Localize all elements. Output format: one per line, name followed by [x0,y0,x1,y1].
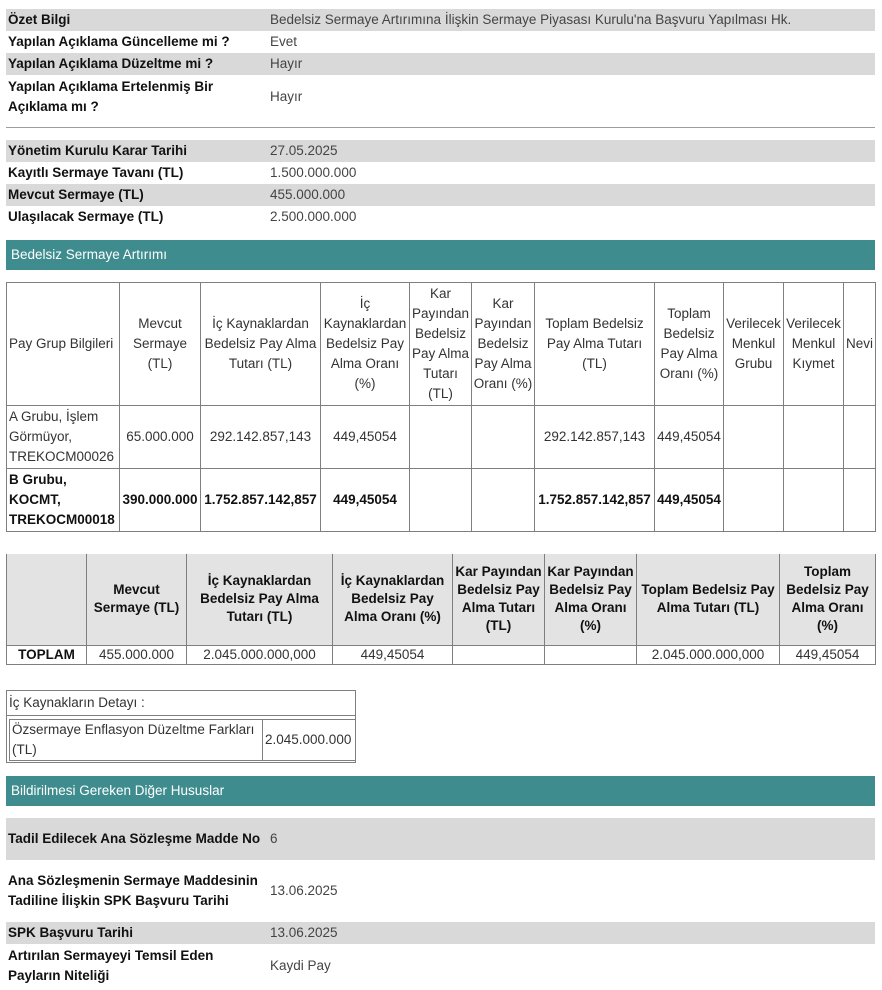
other-row [6,818,875,860]
field-label: Yönetim Kurulu Karar Tarihi [6,140,268,162]
field-label: SPK Başvuru Tarihi [6,922,268,944]
field-value: 6 [268,818,875,860]
capital-row [6,162,875,184]
table-cell [472,469,535,532]
field-label: Artırılan Sermayeyi Temsil Eden Payların Niteliği [8,947,214,983]
divider [6,127,875,128]
table-cell: 449,45054 [321,469,410,532]
field-value: Hayır [270,88,303,104]
column-header: İç Kaynaklardan Bedelsiz Pay Alma Oranı (%) [321,283,410,406]
table-cell: 1.752.857.142,857 [535,469,655,532]
column-header: Kar Payından Bedelsiz Pay Alma Tutarı (TL) [453,554,545,645]
table-cell: 449,45054 [780,645,876,664]
table-cell: 2.045.000.000,000 [187,645,333,664]
table-cell: 65.000.000 [120,406,201,469]
column-header [7,554,87,645]
table-cell: 390.000.000 [120,469,201,532]
column-header: Mevcut Sermaye (TL) [87,554,187,645]
field-label: Yapılan Açıklama Ertelenmiş Bir Açıklama mı ? [8,78,214,114]
table-cell: B Grubu, KOCMT, TREKOCM00018 [7,469,120,532]
column-header: Mevcut Sermaye (TL) [120,283,201,406]
table-cell [410,469,472,532]
table-cell [844,406,876,469]
summary-table [6,9,875,118]
column-header: İç Kaynaklardan Bedelsiz Pay Alma Tutarı (TL) [201,283,321,406]
capital-row [6,184,875,206]
capital-row [6,206,875,228]
other-row [6,922,875,944]
field-value: 1.500.000.000 [270,165,357,180]
field-label: Özet Bilgi [6,9,268,31]
section-header-bedelsiz: Bedelsiz Sermaye Artırımı [6,240,875,270]
column-header: Verilecek Menkul Kıymet [784,283,844,406]
field-label: Mevcut Sermaye (TL) [6,184,268,206]
capital-table [6,140,875,228]
detail-table [9,719,356,761]
table-cell [545,645,637,664]
table-row [10,720,356,761]
column-header: Toplam Bedelsiz Pay Alma Oranı (%) [655,283,724,406]
field-label: Yapılan Açıklama Güncelleme mi ? [8,34,230,49]
table-cell [410,406,472,469]
column-header: Nevi [844,283,876,406]
field-value: Bedelsiz Sermaye Artırımına İlişkin Sermaye Piyasası Kurulu'na Başvuru Yapılması Hk. [268,9,875,31]
field-value: 13.06.2025 [270,883,338,898]
field-label: Ulaşılacak Sermaye (TL) [8,209,164,224]
total-row [7,645,876,664]
field-value: 13.06.2025 [268,922,875,944]
detail-label: Özsermaye Enflasyon Düzeltme Farkları (TL) [10,720,263,761]
table-cell: A Grubu, İşlem Görmüyor, TREKOCM00026 [7,406,120,469]
table-cell: 449,45054 [321,406,410,469]
column-header: Kar Payından Bedelsiz Pay Alma Oranı (%) [472,283,535,406]
field-value: Hayır [268,53,875,75]
internal-resources-detail [6,690,356,763]
column-header: Toplam Bedelsiz Pay Alma Oranı (%) [780,554,876,645]
detail-value: 2.045.000.000 [263,720,356,761]
field-value: 27.05.2025 [268,140,875,162]
summary-row [6,75,875,118]
other-row [6,944,875,987]
other-row [6,860,875,922]
total-header-row [7,554,876,645]
column-header: Toplam Bedelsiz Pay Alma Tutarı (TL) [637,554,780,645]
column-header: İç Kaynaklardan Bedelsiz Pay Alma Oranı (%) [333,554,453,645]
section-header-other: Bildirilmesi Gereken Diğer Hususlar [6,776,875,806]
table-cell: 449,45054 [333,645,453,664]
field-label: Ana Sözleşmenin Sermaye Maddesinin Tadiline İlişkin SPK Başvuru Tarihi [8,873,258,908]
table-cell [784,406,844,469]
table-cell [472,406,535,469]
column-header: Toplam Bedelsiz Pay Alma Tutarı (TL) [535,283,655,406]
table-cell [453,645,545,664]
column-header: İç Kaynaklardan Bedelsiz Pay Alma Tutarı (TL) [187,554,333,645]
table-cell: 292.142.857,143 [201,406,321,469]
table-cell: 292.142.857,143 [535,406,655,469]
table-cell [724,406,784,469]
column-header: Kar Payından Bedelsiz Pay Alma Oranı (%) [545,554,637,645]
column-header: Verilecek Menkul Grubu [724,283,784,406]
detail-title: İç Kaynakların Detayı : [9,695,145,710]
table-cell: 455.000.000 [87,645,187,664]
field-value: 2.500.000.000 [270,209,357,224]
table-cell: 449,45054 [655,469,724,532]
table-header-row [7,283,876,406]
field-label: Yapılan Açıklama Düzeltme mi ? [6,53,268,75]
field-value: Kaydi Pay [270,957,331,973]
summary-row [6,9,875,31]
column-header: Kar Payından Bedelsiz Pay Alma Tutarı (TL) [410,283,472,406]
table-row [7,406,876,469]
share-group-table [6,282,876,532]
table-cell [844,469,876,532]
table-cell: 449,45054 [655,406,724,469]
field-value: 455.000.000 [268,184,875,206]
field-label: Kayıtlı Sermaye Tavanı (TL) [8,165,184,180]
field-label: Tadil Edilecek Ana Sözleşme Madde No [6,818,268,860]
table-row [7,469,876,532]
summary-row [6,31,875,53]
summary-row [6,53,875,75]
capital-row [6,140,875,162]
table-cell [784,469,844,532]
table-cell [724,469,784,532]
column-header: Pay Grup Bilgileri [7,283,120,406]
other-matters-table [6,818,875,987]
table-cell: 1.752.857.142,857 [201,469,321,532]
total-label: TOPLAM [7,645,87,664]
total-table [6,554,876,665]
divider [7,715,355,716]
table-cell: 2.045.000.000,000 [637,645,780,664]
field-value: Evet [270,34,298,49]
